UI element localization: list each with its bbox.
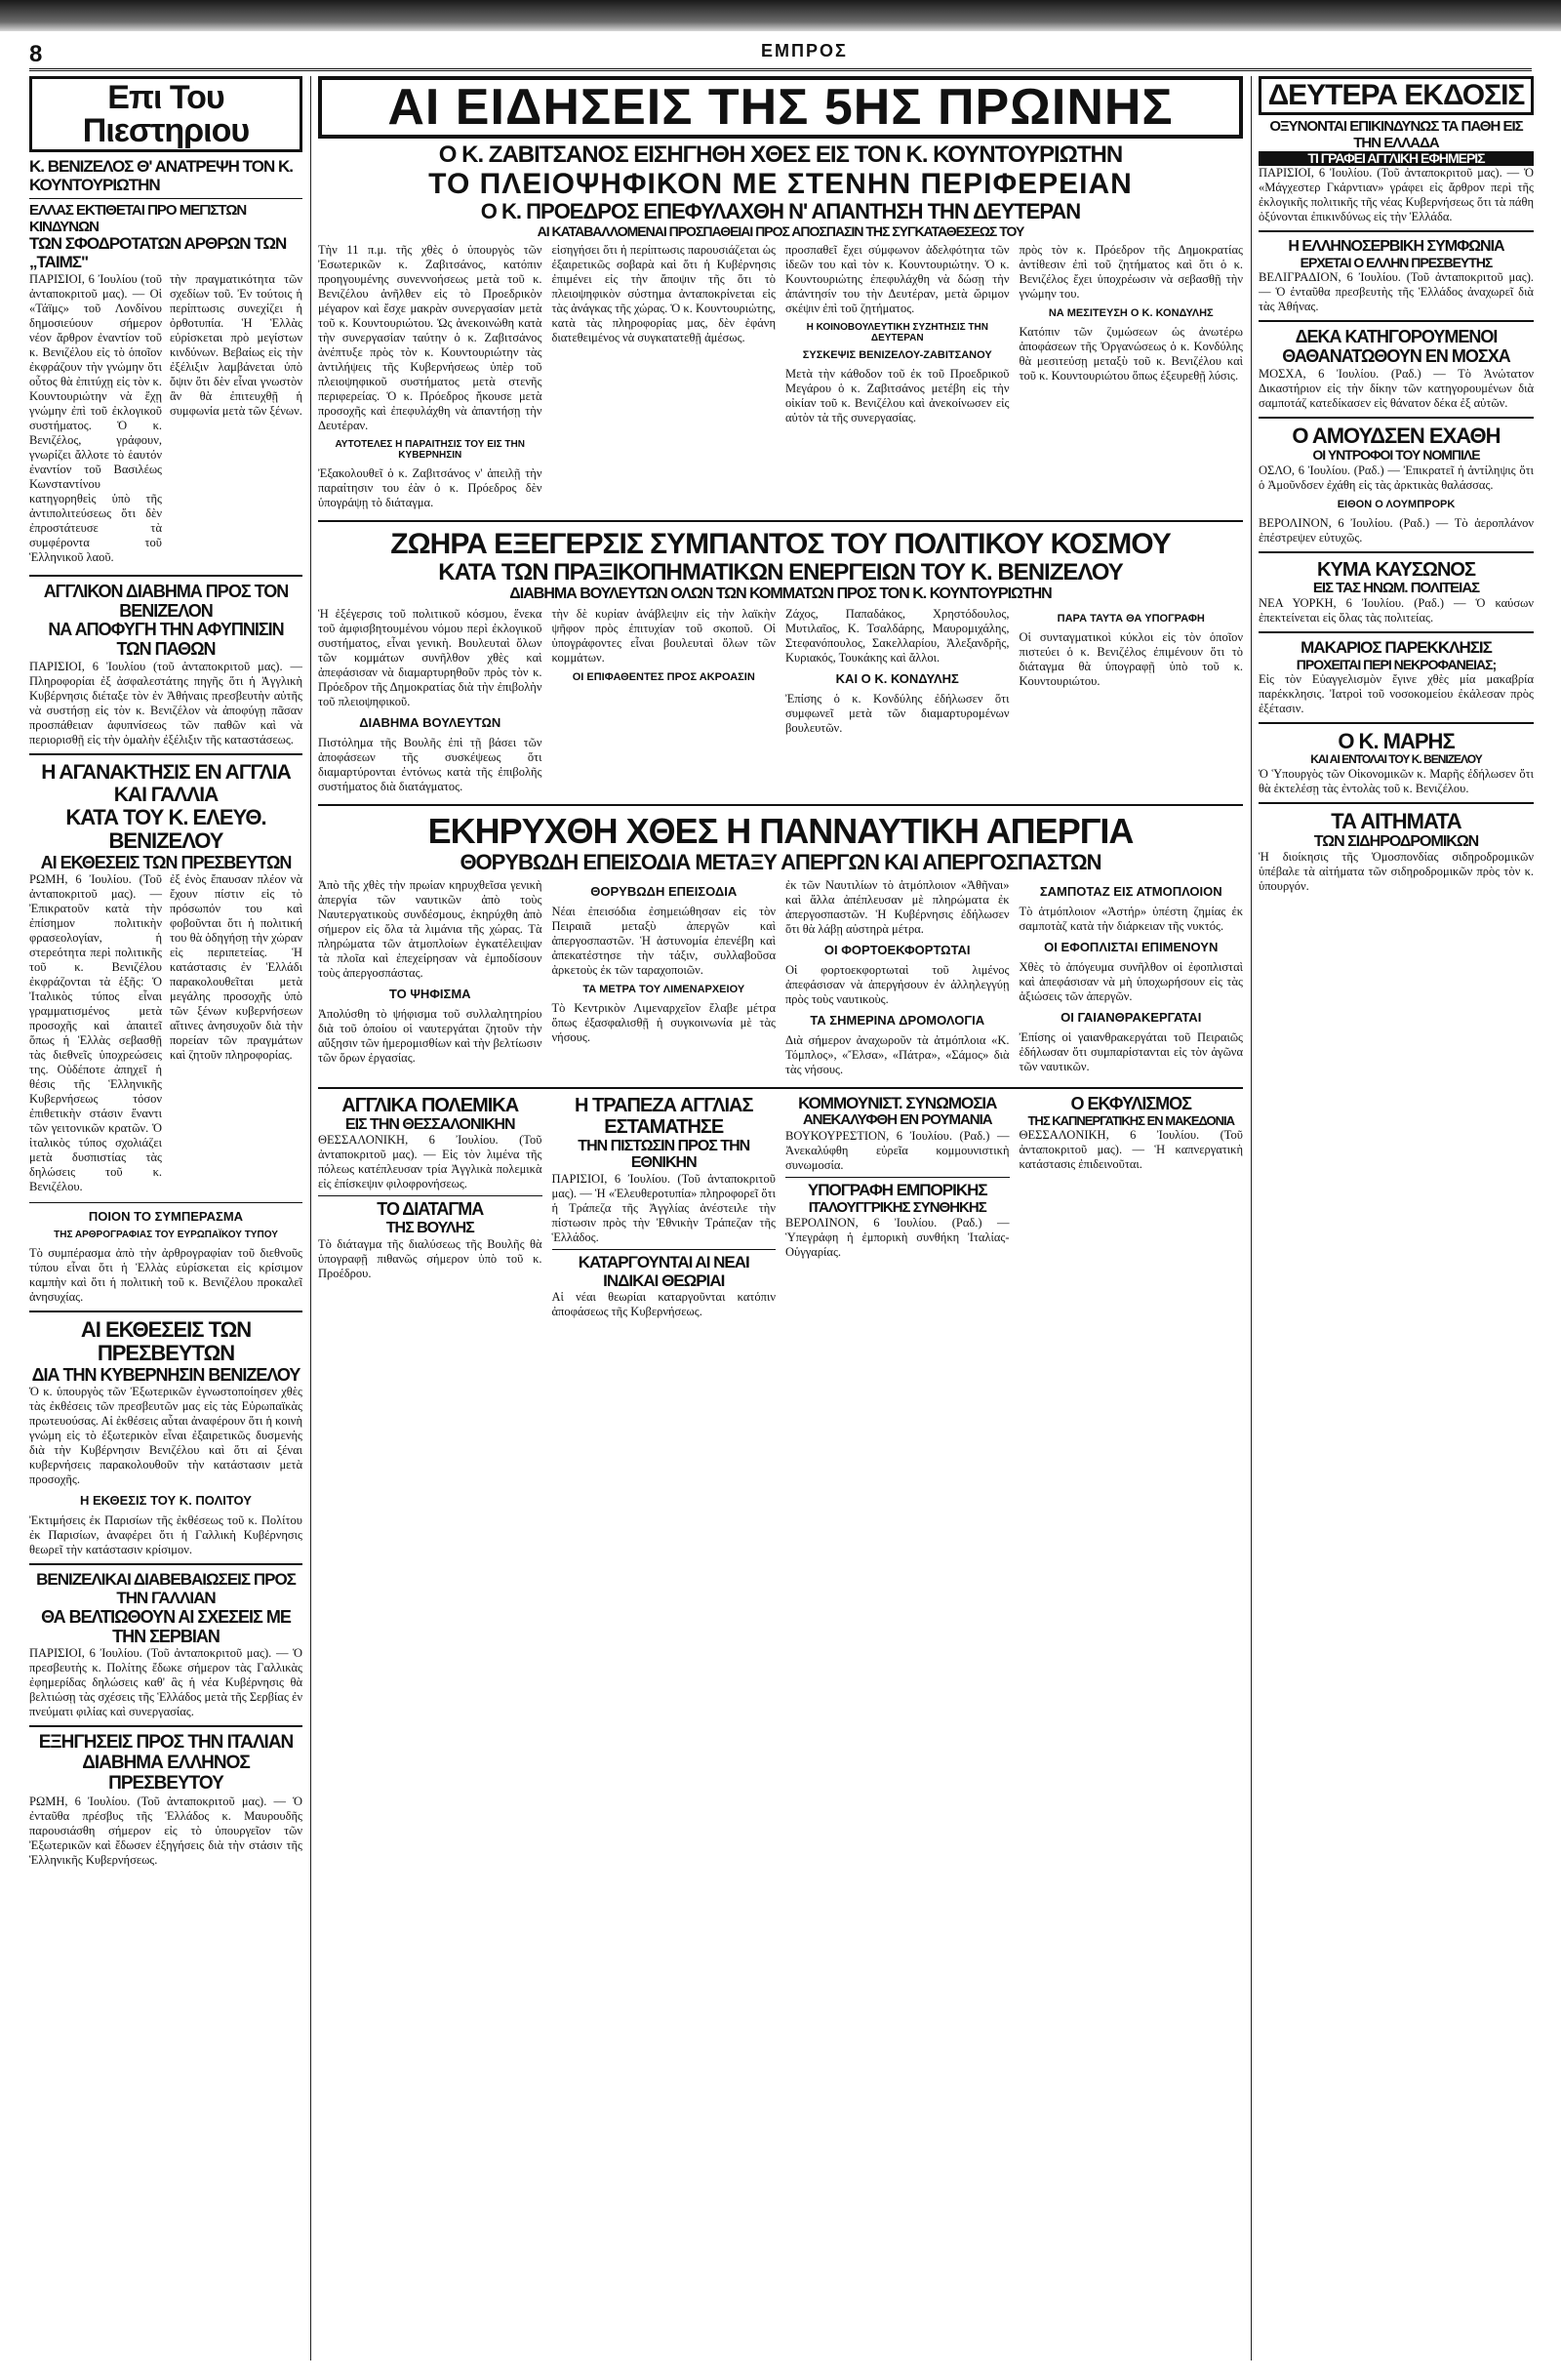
article-text: προσπαθεῖ ἔχει σύμφωνον ἀδελφότητα τῶν ἰδεῶν του καὶ τὸν κ. Κουντουριώτην. Ὁ κ. Κουντουριώτης ἐπεφυλάχθη νὰ δώσῃ τὴν ἀπάντησίν του τὴν Δευτέραν, μετὰ ὥριμον σκέψιν ἐπὶ τοῦ ζητήματος.: [785, 242, 1010, 315]
article-text: Κατόπιν τῶν ζυμώσεων ὡς ἀνωτέρω ἀποφάσεων τῆς Ὀργανώσεως ὁ κ. Κονδύλης θὰ μεσιτεύσῃ μεταξὺ τοῦ κ. Βενιζέλου καὶ τοῦ κ. Κουντουριώτου ὅπως ἐξευρεθῇ λύσις.: [1019, 324, 1243, 383]
headline: Η ΤΡΑΠΕΖΑ ΑΓΓΛΙΑΣ ΕΣΤΑΜΑΤΗΣΕ: [575, 1094, 753, 1138]
divider: [785, 1177, 1010, 1178]
headline: ΟΞΥΝΟΝΤΑΙ ΕΠΙΚΙΝΔΥΝΩΣ ΤΑ ΠΑΘΗ ΕΙΣ ΤΗΝ ΕΛΛΑΔΑ: [1269, 118, 1523, 151]
subhead: ΤΩΝ ΣΦΟΔΡΟΤΑΤΩΝ ΑΡΘΡΩΝ ΤΩΝ „ΤΑΙΜΣ": [29, 234, 287, 272]
article-text: Τὸ διάταγμα τῆς διαλύσεως τῆς Βουλῆς θὰ ὑπογραφῇ πιθανῶς σήμερον ὑπὸ τοῦ κ. Προέδρου.: [318, 1236, 542, 1280]
paper-name: ΕΜΠΡΟΣ: [761, 41, 848, 61]
main-banner: ΑΙ ΕΙΔΗΣΕΙΣ ΤΗΣ 5ΗΣ ΠΡΩΙΝΗΣ: [318, 76, 1243, 139]
divider: [29, 1311, 302, 1312]
subhead: ΟΙ ΦΟΡΤΟΕΚΦΟΡΤΩΤΑΙ: [823, 942, 971, 957]
divider: [1259, 802, 1534, 804]
left-column: [29, 76, 302, 2360]
subhead: ΑΙ ΕΚΘΕΣΕΙΣ ΤΩΝ ΠΡΕΣΒΕΥΤΩΝ: [40, 852, 292, 872]
article-text: τὴν δὲ κυρίαν ἀνάβλεψιν εἰς τὴν λαϊκὴν ψῆφον πρὸς ἐπιτυχίαν τοῦ σκοποῦ. Οἱ ὑπογράφοντες εἶναι βουλευταὶ ὅλων τῶν κομμάτων.: [551, 606, 776, 665]
left-banner: Επι Του Πιεστηριου: [29, 76, 302, 152]
subhead: ΝΑ ΑΠΟΦΥΓΗ ΤΗΝ ΑΦΥΠΝΙΣΙΝ ΤΩΝ ΠΑΘΩΝ: [48, 620, 284, 660]
subhead: ΕΙΣ ΤΑΣ ΗΝΩΜ. ΠΟΛΙΤΕΙΑΣ: [1312, 579, 1480, 596]
article-text: Ἐπίσης οἱ γαιανθρακεργάται τοῦ Πειραιῶς ἐδήλωσαν ὅτι συμπαρίστανται εἰς τὸν ἀγῶνα τῶν ναυτικῶν.: [1019, 1029, 1243, 1073]
article-text: Ἡ ἐξέγερσις τοῦ πολιτικοῦ κόσμου, ἕνεκα τοῦ ἀμφισβητουμένου νόμου περὶ ἐκλογικοῦ συστήματος, εἶναι γενικὴ. Βουλευταὶ ὅλων τῶν κομμάτων συνῆλθον χθὲς καὶ ἀπεφάσισαν νὰ διαμαρτυρηθοῦν πρὸς τὸν κ. Πρόεδρον τῆς Δημοκρατίας διὰ τὴν ἐπιβολὴν τοῦ πλειοψηφικοῦ.: [318, 606, 542, 708]
article-text: ΡΩΜΗ, 6 Ἰουλίου. (Τοῦ ἀνταποκριτοῦ μας). — Ἐπικρατοῦν κατὰ τὴν ἐπίσημον πολιτικὴν φρασεολογίαν, ἡ στερεότητα περὶ πολιτικῆς τοῦ κ. Βενιζέλου ἐκφράζονται τὰ ἑξῆς: Ὁ Ἰταλικὸς τύπος εἶναι γραμματισμένος μετὰ προσοχῆς καὶ ἀπαιτεῖ ὅπως ἡ Ἑλλὰς σεβασθῇ τὰς διεθνεῖς ὑποχρεώσεις της. Οὐδέποτε ἀπηχεῖ ἡ θέσις τῆς Ἑλληνικῆς Κυβερνήσεως τόσον ἐπιθετικὴν στάσιν ἔναντι τῶν γειτονικῶν κρατῶν. Ὁ ἰταλικὸς τύπος σχολιάζει μετὰ δυσπιστίας τὰς δηλώσεις τοῦ κ. Βενιζέλου.: [29, 872, 162, 1194]
headline: Ο ΑΜΟΥΔΣΕΝ ΕΧΑΘΗ: [1292, 423, 1501, 448]
headline: ΚΑΤΑΡΓΟΥΝΤΑΙ ΑΙ ΝΕΑΙ ΙΝΔΙΚΑΙ ΘΕΩΡΙΑΙ: [578, 1252, 749, 1290]
right-banner: ΔΕΥΤΕΡΑ ΕΚΔΟΣΙΣ: [1259, 76, 1534, 115]
divider: [1259, 320, 1534, 322]
subhead: ΤΑ ΣΗΜΕΡΙΝΑ ΔΡΟΜΟΛΟΓΙΑ: [810, 1012, 985, 1028]
subhead: ΤΗΣ ΑΡΘΡΟΓΡΑΦΙΑΣ ΤΟΥ ΕΥΡΩΠΑΪΚΟΥ ΤΥΠΟΥ: [54, 1230, 278, 1241]
subhead: ΔΙΑΒΗΜΑ ΒΟΥΛΕΥΤΩΝ: [359, 714, 501, 730]
subhead: ΑΥΤΟΤΕΛΕΣ Η ΠΑΡΑΙΤΗΣΙΣ ΤΟΥ ΕΙΣ ΤΗΝ ΚΥΒΕΡΝΗΣΙΝ: [335, 438, 525, 461]
article-text: ΒΕΛΙΓΡΑΔΙΟΝ, 6 Ἰουλίου. (Τοῦ ἀνταποκριτοῦ μας). — Ὁ ἐνταῦθα πρεσβευτὴς τῆς Ἑλλάδος ἀναχωρεῖ διὰ τὰς Ἀθήνας.: [1259, 270, 1534, 314]
headline: ΤΑ ΑΙΤΗΜΑΤΑ: [1331, 808, 1461, 833]
subhead: ΕΙΣ ΤΗΝ ΘΕΣΣΑΛΟΝΙΚΗΝ: [344, 1115, 515, 1133]
article-text: ΘΕΣΣΑΛΟΝΙΚΗ, 6 Ἰουλίου. (Τοῦ ἀνταποκριτοῦ μας). — Ἡ καπνεργατικὴ κατάστασις ἐπιδεινοῦται.: [1019, 1127, 1243, 1171]
article-text: Ἡ διοίκησις τῆς Ὁμοσπονδίας σιδηροδρομικῶν ὑπέβαλε τὰ αἰτήματα τῶν σιδηροδρομικῶν πρὸς τὸν κ. ὑπουργόν.: [1259, 850, 1534, 894]
subhead: ΚΑΙ Ο Κ. ΚΟΝΔΥΛΗΣ: [835, 670, 959, 686]
article-text: Ἀπολύσθη τὸ ψήφισμα τοῦ συλλαλητηρίου διὰ τοῦ ὁποίου οἱ ναυτεργάται ζητοῦν τὴν αὔξησιν τῶν ἡμερομισθίων καὶ τὴν βελτίωσιν τῶν ὅρων ἐργασίας.: [318, 1006, 542, 1065]
subhead: ΘΑ ΒΕΛΤΙΩΘΟΥΝ ΑΙ ΣΧΕΣΕΙΣ ΜΕ ΤΗΝ ΣΕΡΒΙΑΝ: [41, 1606, 291, 1646]
subhead: ΑΙ ΚΑΤΑΒΑΛΛΟΜΕΝΑΙ ΠΡΟΣΠΑΘΕΙΑΙ ΠΡΟΣ ΑΠΟΣΠΑΣΙΝ ΤΗΣ ΣΥΓΚΑΤΑΘΕΣΕΩΣ ΤΟΥ: [537, 222, 1024, 239]
article-text: ΠΑΡΙΣΙΟΙ, 6 Ἰουλίου. (Τοῦ ἀνταποκριτοῦ μας). — Ἡ «Ἐλευθεροτυπία» πληροφορεῖ ὅτι ἡ Τράπεζα τῆς Ἀγγλίας ἀνέστειλε τὴν πίστωσιν πρὸς τὴν Ἐθνικὴν Τράπεζαν τῆς Ἑλλάδος.: [551, 1171, 776, 1244]
article-text: Αἱ νέαι θεωρίαι καταργοῦνται κατόπιν ἀποφάσεως τῆς Κυβερνήσεως.: [551, 1290, 776, 1319]
headline: ΤΟ ΔΙΑΤΑΓΜΑ: [377, 1199, 484, 1220]
subhead: ΔΙΑ ΤΗΝ ΚΥΒΕΡΝΗΣΙΝ ΒΕΝΙΖΕΛΟΥ: [31, 1364, 300, 1385]
subhead: ΘΟΡΥΒΩΔΗ ΕΠΕΙΣΟΔΙΑ ΜΕΤΑΞΥ ΑΠΕΡΓΩΝ ΚΑΙ ΑΠΕΡΓΟΣΠΑΣΤΩΝ: [460, 849, 1101, 874]
divider: [29, 753, 302, 755]
article-text: ΠΑΡΙΣΙΟΙ, 6 Ἰουλίου. (Τοῦ ἀνταποκριτοῦ μας). — Ὁ πρεσβευτὴς κ. Πολίτης ἔδωκε σήμερον τὰς Γαλλικὰς ἐφημερίδας δηλώσεις καθ' ἃς ἡ νέα Κυβέρνησις θὰ βελτιώσῃ τὰς σχέσεις τῆς Ἑλλάδος μετὰ τῆς Σερβίας ἐν πνεύματι φιλίας καὶ συνεργασίας.: [29, 1646, 302, 1719]
subhead: ΝΑ ΜΕΣΙΤΕΥΣΗ Ο Κ. ΚΟΝΔΥΛΗΣ: [1048, 306, 1214, 319]
article-text: ΠΑΡΙΣΙΟΙ, 6 Ἰουλίου (τοῦ ἀνταποκριτοῦ μας). — Πληροφορίαι ἐξ ἀσφαλεστάτης πηγῆς ὅτι ἡ Ἀγγλικὴ Κυβέρνησις διέταξε τὸν ἐν Ἀθήναις πρεσβευτὴν αὐτῆς νὰ συστήσῃ εἰς τὸν κ. Βενιζέλον νὰ ἀποφύγῃ πᾶσαν προσπάθειαν ἀφυπνίσεως τῶν παθῶν καὶ νὰ περιορισθῇ εἰς τὴν ὁμαλὴν ἐξέλιξιν τῆς καταστάσεως.: [29, 659, 302, 746]
subhead: ΤΗΣ ΚΑΠΝΕΡΓΑΤΙΚΗΣ ΕΝ ΜΑΚΕΔΟΝΙΑ: [1027, 1112, 1235, 1128]
headline: Ο Κ. ΜΑΡΗΣ: [1338, 729, 1455, 754]
article-text: ΒΕΡΟΛΙΝΟΝ, 6 Ἰουλίου. (Ραδ.) — Ὑπεγράφη ἡ ἐμπορικὴ συνθήκη Ἰταλίας-Οὑγγαρίας.: [785, 1216, 1010, 1260]
headline: ΥΠΟΓΡΑΦΗ ΕΜΠΟΡΙΚΗΣ: [807, 1180, 987, 1199]
subhead: ΠΑΡΑ ΤΑΥΤΑ ΘΑ ΥΠΟΓΡΑΦΗ: [1057, 612, 1205, 625]
headline: ΚΥΜΑ ΚΑΥΣΩΝΟΣ: [1317, 558, 1475, 581]
article-text: Ἐκτιμήσεις ἐκ Παρισίων τῆς ἐκθέσεως τοῦ κ. Πολίτου ἐκ Παρισίων, ἀναφέρει ὅτι ἡ Γαλλικὴ Κυβέρνησις θεωρεῖ τὴν κατάστασιν κρίσιμον.: [29, 1513, 302, 1557]
article-text: Οἱ συνταγματικοὶ κύκλοι εἰς τὸν ὁποῖον πιστεύει ὁ κ. Βενιζέλος ἐπιμένουν ὅτι τὸ διάταγμα θὰ ὑπογραφῇ ὑπὸ τοῦ κ. Κουντουριώτου.: [1019, 629, 1243, 688]
subhead: ΠΟΙΟΝ ΤΟ ΣΥΜΠΕΡΑΣΜΑ: [88, 1209, 244, 1225]
subhead: ΟΙ ΕΠΙΦΑΘΕΝΤΕΣ ΠΡΟΣ ΑΚΡΟΑΣΙΝ: [572, 670, 755, 683]
divider: [29, 1563, 302, 1565]
subhead: ΤΟ ΨΗΦΙΣΜΑ: [388, 986, 471, 1001]
subhead: ΣΥΣΚΕΨΙΣ ΒΕΝΙΖΕΛΟΥ-ΖΑΒΙΤΣΑΝΟΥ: [802, 348, 992, 361]
article-text: ἐξ ἐνὸς ἔπαυσαν πλέον νὰ ἔχουν πίστιν εἰς τὸ πρόσωπόν του καὶ φοβοῦνται ὅτι ἡ πολιτική του θὰ ὁδηγήσῃ τὴν χώραν εἰς περιπετείας. Ἡ κατάστασις ἐν Ἑλλάδι παρακολουθεῖται μετὰ μεγάλης προσοχῆς ὑπὸ τῶν ξένων κυβερνήσεων αἵτινες ἀνησυχοῦν διὰ τὴν πορείαν τῶν πραγμάτων καὶ ζητοῦν πληροφορίας.: [170, 872, 302, 1063]
divider: [29, 575, 302, 577]
subhead: ΕΛΛΑΣ ΕΚΤΙΘΕΤΑΙ ΠΡΟ ΜΕΓΙΣΤΩΝ ΚΙΝΔΥΝΩΝ: [29, 202, 247, 235]
divider: [318, 1087, 1243, 1089]
headline: ΚΟΜΜΟΥΝΙΣΤ. ΣΥΝΩΜΟΣΙΑ: [798, 1093, 997, 1112]
subhead: ΙΤΑΛΟΥΓΓΡΙΚΗΣ ΣΥΝΘΗΚΗΣ: [808, 1198, 986, 1216]
subhead: ΘΟΡΥΒΩΔΗ ΕΠΕΙΣΟΔΙΑ: [590, 883, 738, 899]
article-text: ΜΟΣΧΑ, 6 Ἰουλίου. (Ραδ.) — Τὸ Ἀνώτατον Δικαστήριον εἰς τὴν δίκην τῶν κατηγορουμένων διὰ σαμποτάζ κατεδίκασεν εἰς θάνατον δέκα ἐξ αὐτῶν.: [1259, 366, 1534, 410]
headline: Ο ΕΚΦΥΛΙΣΜΟΣ: [1070, 1093, 1191, 1113]
headline: Η ΑΓΑΝΑΚΤΗΣΙΣ ΕΝ ΑΓΓΛΙΑ ΚΑΙ ΓΑΛΛΙΑ: [41, 760, 291, 807]
subhead: ΤΩΝ ΣΙΔΗΡΟΔΡΟΜΙΚΩΝ: [1313, 832, 1479, 850]
headline: Η ΕΛΛΗΝΟΣΕΡΒΙΚΗ ΣΥΜΦΩΝΙΑ: [1288, 238, 1504, 256]
divider: [29, 198, 302, 199]
headline: ΑΓΓΛΙΚΟΝ ΔΙΑΒΗΜΑ ΠΡΟΣ ΤΟΝ ΒΕΝΙΖΕΛΟΝ: [43, 581, 289, 621]
article-text: τὴν πραγματικότητα τῶν σχεδίων τοῦ. Ἐν τούτοις ἡ περίπτωσις συνεχίζει ἡ ὀρθοτυπία. Ἡ Ἑλλὰς εὑρίσκεται πρὸ μεγίστων κινδύνων. Βεβαίως εἰς τὴν ἐξέλιξιν λαμβάνεται ὑπὸ ὄψιν ὅτι δὲν εἶναι γνωστὸν ἂν θὰ ἐπιτευχθῇ ἡ συμφωνία μετὰ τῶν ξένων.: [170, 271, 302, 418]
article-text: Ζάχος, Παπαδάκος, Χρηστόδουλος, Μυτιλαῖος, Κ. Τσαλδάρης, Μαυρομιχάλης, Στεφανόπουλος, Σακελλαρίου, Ἀλεξανδρῆς, Κυριακός, Τουκάκης καὶ ἄλλοι.: [785, 606, 1010, 665]
article-text: Ἀπὸ τῆς χθὲς τὴν πρωίαν κηρυχθεῖσα γενικὴ ἀπεργία τῶν ναυτικῶν ἀπὸ τοὺς Ναυτεργατικοὺς συνδέσμους, ἐκηρύχθη ἀπὸ σήμερον εἰς ὅλα τὰ λιμάνια τῆς χώρας. Τὰ πληρώματα τῶν ἀτμοπλοίων ἐγκατέλειψαν τὰ πλοῖα καὶ ἐπεχείρησαν νὰ ἐμποδίσουν τοὺς ἀπεργοσπάστας.: [318, 877, 542, 980]
right-column: [1259, 76, 1534, 2360]
article-text: Τὸ Κεντρικὸν Λιμεναρχεῖον ἔλαβε μέτρα ὅπως ἐξασφαλισθῇ ἡ συγκοινωνία μὲ τὰς νήσους.: [551, 1000, 776, 1044]
article-text: Μετὰ τὴν κάθοδον τοῦ ἐκ τοῦ Προεδρικοῦ Μεγάρου ὁ κ. Ζαβιτσάνος μετέβη εἰς τὴν οἰκίαν τοῦ κ. Βενιζέλου καὶ ἀνεκοίνωσεν εἰς αὐτὸν τὰ τῆς συνεργασίας.: [785, 366, 1010, 424]
article-text: ΒΕΡΟΛΙΝΟΝ, 6 Ἰουλίου. (Ραδ.) — Τὸ ἀεροπλάνον ἐπέστρεψεν εὐτυχῶς.: [1259, 515, 1534, 545]
headline: ΕΞΗΓΗΣΕΙΣ ΠΡΟΣ ΤΗΝ ΙΤΑΛΙΑΝ: [38, 1732, 294, 1754]
subhead: Η ΕΚΘΕΣΙΣ ΤΟΥ Κ. ΠΟΛΙΤΟΥ: [80, 1493, 252, 1509]
divider: [1259, 722, 1534, 724]
divider: [318, 520, 1243, 522]
article-text: Τὸ συμπέρασμα ἀπὸ τὴν ἀρθρογραφίαν τοῦ διεθνοῦς τύπου εἶναι ὅτι ἡ Ἑλλὰς εὑρίσκεται εἰς κρίσιμον καμπὴν καὶ ὅτι ἡ πολιτικὴ τοῦ κ. Βενιζέλου προκαλεῖ ἀνησυχίας.: [29, 1246, 302, 1305]
article-text: Ὁ Ὑπουργὸς τῶν Οἰκονομικῶν κ. Μαρῆς ἐδήλωσεν ὅτι θὰ ἐκτελέσῃ τὰς ἐντολὰς τοῦ κ. Βενιζέλου.: [1259, 766, 1534, 795]
article-text: Διὰ σήμερον ἀναχωροῦν τὰ ἀτμόπλοια «Κ. Τόμπλος», «Ἔλσα», «Πάτρα», «Σάμος» διὰ τὰς νήσους.: [785, 1032, 1010, 1076]
headline: ΕΚΗΡΥΧΘΗ ΧΘΕΣ Η ΠΑΝΝΑΥΤΙΚΗ ΑΠΕΡΓΙΑ: [427, 810, 1134, 851]
article-text: Ἐξακολουθεῖ ὁ κ. Ζαβιτσάνος ν' ἀπειλῇ τὴν παραίτησιν του ἐὰν ὁ κ. Πρόεδρος δὲν ὑπογράψῃ τὸ διάταγμα.: [318, 465, 542, 509]
article-text: Ἐπίσης ὁ κ. Κονδύλης ἐδήλωσεν ὅτι συμφωνεῖ μετὰ τῶν διαμαρτυρομένων βουλευτῶν.: [785, 691, 1010, 735]
divider: [1259, 230, 1534, 232]
running-header: [29, 41, 1532, 71]
subhead: ΔΙΑΒΗΜΑ ΕΛΛΗΝΟΣ ΠΡΕΣΒΕΥΤΟΥ: [82, 1753, 250, 1795]
divider: [318, 804, 1243, 806]
article-text: ΡΩΜΗ, 6 Ἰουλίου. (Τοῦ ἀνταποκριτοῦ μας). — Ὁ ἐνταῦθα πρέσβυς τῆς Ἑλλάδος κ. Μαυρουδῆς παρουσιάσθη σήμερον εἰς τὸ ὑπουργεῖον τῶν Ἐξωτερικῶν καὶ ἔδωσεν ἐξηγήσεις διὰ τὴν στάσιν τῆς Ἑλληνικῆς Κυβερνήσεως.: [29, 1795, 302, 1868]
headline: Κ. ΒΕΝΙΖΕΛΟΣ Θ' ΑΝΑΤΡΕΨΗ ΤΟΝ Κ. ΚΟΥΝΤΟΥΡΙΩΤΗΝ: [29, 157, 293, 194]
subhead: ΕΡΧΕΤΑΙ Ο ΕΛΛΗΝ ΠΡΕΣΒΕΥΤΗΣ: [1300, 254, 1493, 270]
subhead: ΚΑΤΑ ΤΟΥ Κ. ΕΛΕΥΘ. ΒΕΝΙΖΕΛΟΥ: [65, 805, 266, 854]
article-text: Τὸ ἀτμόπλοιον «Ἀστήρ» ὑπέστη ζημίας ἐκ σαμποτὰζ κατὰ τὴν διάρκειαν τῆς νυκτός.: [1019, 904, 1243, 933]
divider: [318, 1195, 542, 1196]
article-text: ΒΟΥΚΟΥΡΕΣΤΙΟΝ, 6 Ἰουλίου. (Ραδ.) — Ἀνεκαλύφθη εὐρεῖα κομμουνιστικὴ συνωμοσία.: [785, 1128, 1010, 1172]
subhead: ΠΡΟΧΕΙΤΑΙ ΠΕΡΙ ΝΕΚΡΟΦΑΝΕΙΑΣ;: [1296, 656, 1497, 672]
main-section: [318, 76, 1243, 2360]
subhead: ΟΙ ΥΝΤΡΟΦΟΙ ΤΟΥ ΝΟΜΠΙΛΕ: [1312, 447, 1480, 464]
headline: ΜΑΚΑΡΙΟΣ ΠΑΡΕΚΚΛΗΣΙΣ: [1301, 638, 1492, 658]
article-text: Ὁ κ. ὑπουργὸς τῶν Ἐξωτερικῶν ἐγνωστοποίησεν χθὲς τὰς ἐκθέσεις τῶν πρεσβευτῶν μας εἰς τὰς Εὐρωπαϊκὰς πρωτευούσας. Αἱ ἐκθέσεις αὗται ἀναφέρουν ὅτι ἡ κοινὴ γνώμη εἰς τὸ ἐξωτερικὸν εἶναι ἐξαιρετικῶς δυσμενὴς διὰ τὴν Κυβέρνησιν Βενιζέλου καὶ ὅτι αἱ ξέναι κυβερνήσεις παρακολουθοῦν τὴν κατάστασιν μετὰ προσοχῆς.: [29, 1385, 302, 1487]
article-text: Νέαι ἐπεισόδια ἐσημειώθησαν εἰς τὸν Πειραιᾶ μεταξὺ ἀπεργῶν καὶ ἀπεργοσπαστῶν. Ἡ ἀστυνομία ἐπενέβη καὶ ἀπεκατέστησε τὴν τάξιν, συλλαβοῦσα ἀρκετοὺς ἐκ τῶν ταραχοποιῶν.: [551, 904, 776, 977]
headline: ΑΓΓΛΙΚΑ ΠΟΛΕΜΙΚΑ: [341, 1094, 519, 1116]
article-text: Οἱ φορτοεκφορτωταὶ τοῦ λιμένος ἀπεφάσισαν νὰ ἀπεργήσουν ἐν ἀλληλεγγύῃ πρὸς τοὺς ναυτικοὺς.: [785, 962, 1010, 1006]
article-text: Τὴν 11 π.μ. τῆς χθὲς ὁ ὑπουργὸς τῶν Ἐσωτερικῶν κ. Ζαβιτσάνος, κατόπιν προηγουμένης συνεννοήσεως μετὰ τοῦ κ. Βενιζέλου ἀνῆλθεν εἰς τὸ Προεδρικὸν μέγαρον καὶ ἔσχε μακρὰν συνεργασίαν μετὰ τοῦ κ. Κουντουριώτου. Ὡς ἀνεκοινώθη κατὰ τὴν συνεργασίαν ταύτην ὁ κ. Ζαβιτσάνος ἀνέπτυξε πρὸς τὸν κ. Κουντουριώτην τὰς ἀντιλήψεις τῆς Κυβερνήσεως ὑπὲρ τοῦ πλειοψηφικοῦ συστήματος μετὰ στενῆς περιφερείας. Ὁ κ. Πρόεδρος ἤκουσε μετὰ προσοχῆς καὶ ἐπεφυλάχθη νὰ ἀπαντήσῃ τὴν Δευτέραν.: [318, 242, 542, 432]
headline: ΔΕΚΑ ΚΑΤΗΓΟΡΟΥΜΕΝΟΙ ΘΑΘΑΝΑΤΩΘΟΥΝ ΕΝ ΜΟΣΧΑ: [1282, 327, 1510, 367]
article-text: ΘΕΣΣΑΛΟΝΙΚΗ, 6 Ἰουλίου. (Τοῦ ἀνταποκριτοῦ μας). — Εἰς τὸν λιμένα τῆς πόλεως κατέπλευσαν τρία Ἀγγλικὰ πολεμικὰ εἰς ἐπίσκεψιν φιλοφρονήσεως.: [318, 1133, 542, 1191]
subhead: ΤΙ ΓΡΑΦΕΙ ΑΓΓΛΙΚΗ ΕΦΗΜΕΡΙΣ: [1259, 151, 1534, 166]
kicker: Ο Κ. ΖΑΒΙΤΣΑΝΟΣ ΕΙΣΗΓΗΘΗ ΧΘΕΣ ΕΙΣ ΤΟΝ Κ. ΚΟΥΝΤΟΥΡΙΩΤΗΝ: [438, 141, 1123, 168]
article-text: Πιστόλημα τῆς Βουλῆς ἐπὶ τῇ βάσει τῶν ἀποφάσεων τῆς συσκέψεως ὅτι διαμαρτύρονται ἐντόνως κατὰ τῆς ἐπιβολῆς συστήματος διὰ διατάγματος.: [318, 735, 542, 793]
column-rule: [310, 76, 311, 2360]
subhead: ΤΑ ΜΕΤΡΑ ΤΟΥ ΛΙΜΕΝΑΡΧΕΙΟΥ: [582, 983, 745, 995]
article-text: ΠΑΡΙΣΙΟΙ, 6 Ἰουλίου (τοῦ ἀνταποκριτοῦ μας). — Οἱ «Τάϊμς» τοῦ Λονδίνου δημοσιεύουν σήμερον νέον ἄρθρον ἐναντίον τοῦ κ. Βενιζέλου εἰς τὸ ὁποῖον ἐκφράζουν τὴν γνώμην ὅτι οὗτος θὰ ἐπιτύχῃ εἰς τὸν κ. Κουντουριώτην νὰ ἔχῃ γνώμην ἐπὶ τοῦ ἐκλογικοῦ συστήματος. Ὁ κ. Βενιζέλος, γράφουν, γνωρίζει ἄλλοτε τὸ ἑαυτόν ἐναντίον τοῦ Βασιλέως Κωνσταντίνου κατηγορηθεὶς ὑπὸ τῆς ἀντιπολιτεύσεως ὅτι δὲν ἐπροστάτευσε τὰ συμφέροντα τοῦ Ἑλληνικοῦ λαοῦ.: [29, 271, 162, 564]
subhead: ΤΗΝ ΠΙΣΤΩΣΙΝ ΠΡΟΣ ΤΗΝ ΕΘΝΙΚΗΝ: [578, 1137, 750, 1172]
divider: [29, 1725, 302, 1727]
subhead: ΚΑΙ ΑΙ ΕΝΤΟΛΑΙ ΤΟΥ Κ. ΒΕΝΙΖΕΛΟΥ: [1310, 752, 1482, 767]
subhead: ΟΙ ΕΦΟΠΛΙΣΤΑΙ ΕΠΙΜΕΝΟΥΝ: [1044, 939, 1219, 954]
article-text: εἰσηγήσει ὅτι ἡ περίπτωσις παρουσιάζεται ὡς ἐξαιρετικῶς σοβαρὰ καὶ ὅτι ἡ Κυβέρνησις ἐπιμένει εἰς τὴν ἄποψιν τῆς ὅτι τὸ πλειοψηφικὸν σύστημα ἀνταποκρίνεται εἰς τὰς ἀνάγκας τῆς χώρας. Ὁ κ. Κουντουριώτης, κατὰ τὰς πληροφορίας μας, δὲν ἐφάνη διατεθειμένος νὰ συγκατατεθῇ ἀμέσως.: [551, 242, 776, 344]
subhead: ΕΙΘΟΝ Ο ΛΟΥΜΠΡΟΡΚ: [1337, 498, 1456, 510]
page-number: 8: [29, 41, 43, 67]
bottom-briefs: [318, 1095, 1243, 1324]
divider: [29, 1202, 302, 1203]
article-text: πρὸς τὸν κ. Πρόεδρον τῆς Δημοκρατίας ἀντίθεσιν ἐπὶ τοῦ ζητήματος καὶ ὅτι ὁ κ. Βενιζέλος ἔχει ὑποχρέωσιν νὰ σεβασθῇ τὴν γνώμην του.: [1019, 242, 1243, 301]
subhead: ΑΝΕΚΑΛΥΦΘΗ ΕΝ ΡΟΥΜΑΝΙΑ: [802, 1111, 992, 1129]
headline: ΖΩΗΡΑ ΕΞΕΓΕΡΣΙΣ ΣΥΜΠΑΝΤΟΣ ΤΟΥ ΠΟΛΙΤΙΚΟΥ ΚΟΣΜΟΥ: [390, 527, 1171, 560]
column-rule: [1251, 76, 1252, 2360]
headline: ΒΕΝΙΖΕΛΙΚΑΙ ΔΙΑΒΕΒΑΙΩΣΕΙΣ ΠΡΟΣ ΤΗΝ ΓΑΛΛΙΑΝ: [36, 1570, 296, 1608]
divider: [1259, 417, 1534, 419]
subhead: Ο Κ. ΠΡΟΕΔΡΟΣ ΕΠΕΦΥΛΑΧΘΗ Ν' ΑΠΑΝΤΗΣΗ ΤΗΝ ΔΕΥΤΕΡΑΝ: [480, 199, 1081, 224]
lead-body: [318, 243, 1243, 514]
article-text: Εἰς τὸν Εὐαγγελισμὸν ἔγινε χθὲς μία μακαβρία παρέκκλησις. Ἰατροὶ τοῦ νοσοκομείου ἐκάλεσαν πρὸς ἐξέτασιν.: [1259, 672, 1534, 716]
subhead: ΚΑΤΑ ΤΩΝ ΠΡΑΞΙΚΟΠΗΜΑΤΙΚΩΝ ΕΝΕΡΓΕΙΩΝ ΤΟΥ Κ. ΒΕΝΙΖΕΛΟΥ: [438, 558, 1123, 585]
article-text: ΠΑΡΙΣΙΟΙ, 6 Ἰουλίου. (Τοῦ ἀνταποκριτοῦ μας). — Ὁ «Μάγχεστερ Γκάρντιαν» γράφει εἰς ἄρθρον περὶ τῆς ἐκλογικῆς πολιτικῆς τῆς νέας Κυβερνήσεως ὅτι τὰ πάθη ὀξύνονται ἐπικινδύνως εἰς τὴν Ἑλλάδα.: [1259, 166, 1534, 224]
article-text: ἐκ τῶν Ναυτιλίων τὸ ἀτμόπλοιον «Ἀθῆναι» καὶ ἄλλα ἀπέπλευσαν μὲ πληρώματα ἐκ ἀπεργοσπαστῶν. Ἡ Κυβέρνησις ἐδήλωσεν ὅτι θὰ λάβῃ αὐστηρὰ μέτρα.: [785, 877, 1010, 936]
article-text: ΟΣΛΟ, 6 Ἰουλίου. (Ραδ.) — Ἐπικρατεῖ ἡ ἀντίληψις ὅτι ὁ Ἀμοῦνδσεν ἐχάθη εἰς τὰς ἀρκτικὰς θαλάσσας.: [1259, 463, 1534, 492]
headline: ΑΙ ΕΚΘΕΣΕΙΣ ΤΩΝ ΠΡΕΣΒΕΥΤΩΝ: [80, 1317, 252, 1366]
article-text: Χθὲς τὸ ἀπόγευμα συνῆλθον οἱ ἐφοπλισταὶ καὶ ἀπεφάσισαν νὰ μὴ ὑποχωρήσουν εἰς τὰς ἀξιώσεις τῶν ἀπεργῶν.: [1019, 959, 1243, 1003]
divider: [1259, 551, 1534, 553]
subhead: Η ΚΟΙΝΟΒΟΥΛΕΥΤΙΚΗ ΣΥΖΗΤΗΣΙΣ ΤΗΝ ΔΕΥΤΕΡΑΝ: [806, 321, 988, 343]
subhead: ΤΗΣ ΒΟΥΛΗΣ: [385, 1220, 474, 1237]
scan-top-band: [0, 0, 1561, 31]
lead-headline: ΤΟ ΠΛΕΙΟΨΗΦΙΚΟΝ ΜΕ ΣΤΕΝΗΝ ΠΕΡΙΦΕΡΕΙΑΝ: [428, 168, 1133, 201]
subhead: ΔΙΑΒΗΜΑ ΒΟΥΛΕΥΤΩΝ ΟΛΩΝ ΤΩΝ ΚΟΜΜΑΤΩΝ ΠΡΟΣ ΤΟΝ Κ. ΚΟΥΝΤΟΥΡΙΩΤΗΝ: [509, 585, 1052, 603]
subhead: ΟΙ ΓΑΙΑΝΘΡΑΚΕΡΓΑΤΑΙ: [1061, 1009, 1202, 1025]
divider: [552, 1249, 777, 1250]
article-text: ΝΕΑ ΥΟΡΚΗ, 6 Ἰουλίου. (Ραδ.) — Ὁ καύσων ἐπεκτείνεται εἰς ὅλας τὰς πολιτείας.: [1259, 596, 1534, 625]
subhead: ΣΑΜΠΟΤΑΖ ΕΙΣ ΑΤΜΟΠΛΟΙΟΝ: [1039, 883, 1222, 899]
divider: [1259, 631, 1534, 633]
